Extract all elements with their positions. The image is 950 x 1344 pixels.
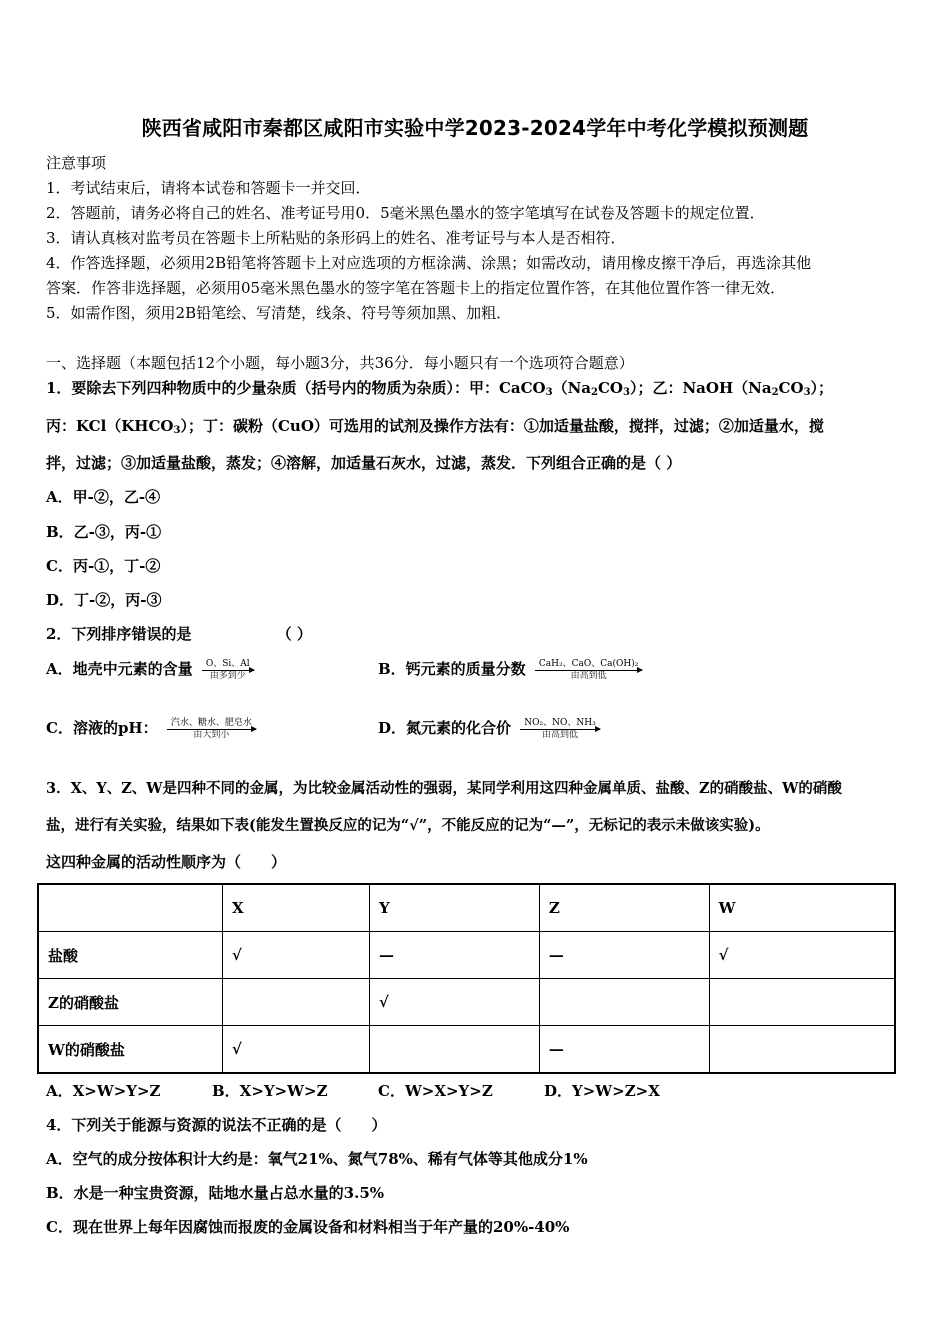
- arrow-right-icon: [167, 729, 256, 730]
- q2-c-bottom: 由大到小: [193, 729, 230, 740]
- q1-option-b: B．乙-③，丙-①: [46, 523, 162, 541]
- q1-l1-s2: 2: [591, 387, 598, 398]
- table-row-label: Z的硝酸盐: [38, 979, 223, 1026]
- q1-l1-s3: 3: [623, 387, 630, 398]
- q3-option-a: A．X>W>Y>Z: [46, 1082, 161, 1100]
- q1-l2-s1: 3: [173, 425, 181, 436]
- table-header-cell: X: [223, 884, 370, 932]
- q1-l1-a: 1．要除去下列四种物质中的少量杂质（括号内的物质为杂质）：甲：CaCO: [46, 379, 546, 397]
- table-cell: [539, 979, 709, 1026]
- table-cell: —: [370, 932, 540, 979]
- table-row-label: 盐酸: [38, 932, 223, 979]
- q2-a-bottom: 由多到少: [209, 670, 246, 681]
- q1-l1-c: CO: [597, 379, 623, 397]
- table-cell: [709, 1026, 895, 1074]
- table-row: [38, 979, 895, 1026]
- table-header-cell: W: [709, 884, 895, 932]
- q1-stem-line1: [46, 377, 833, 398]
- table-header-cell: Y: [370, 884, 540, 932]
- q1-stem-line3: 拌，过滤；③加适量盐酸，蒸发；④溶解，加适量石灰水，过滤，蒸发．下列组合正确的是（ ）: [46, 454, 682, 472]
- q2-c-arrow: [167, 718, 256, 741]
- table-header-cell: Z: [539, 884, 709, 932]
- table-cell: —: [539, 932, 709, 979]
- exam-title: 陕西省咸阳市秦都区咸阳市实验中学2023-2024学年中考化学模拟预测题: [141, 116, 809, 140]
- table-cell: √: [709, 932, 895, 979]
- q2-option-c: [46, 717, 256, 741]
- section-heading: 一、选择题（本题包括12个小题，每小题3分，共36分．每小题只有一个选项符合题意）: [46, 354, 634, 372]
- q3-stem-line3: 这四种金属的活动性顺序为（ ）: [46, 853, 287, 871]
- table-cell: [223, 979, 370, 1026]
- table-cell: [370, 1026, 540, 1074]
- table-header-cell: [38, 884, 223, 932]
- q3-option-d: D．Y>W>Z>X: [544, 1082, 660, 1100]
- q2-option-d: [378, 717, 600, 741]
- q1-l1-b: （Na: [552, 379, 592, 397]
- table-row-label: W的硝酸盐: [38, 1026, 223, 1074]
- q3-option-b: B．X>Y>W>Z: [212, 1082, 328, 1100]
- q2-stem: [46, 623, 312, 644]
- q2-option-b: [378, 658, 642, 682]
- q3-stem-line1: 3．X、Y、Z、W是四种不同的金属，为比较金属活动性的强弱，某同学利用这四种金属单质、盐酸、Z的硝酸盐、W的硝酸: [46, 780, 842, 797]
- q1-l1-s4: 2: [771, 387, 779, 398]
- q2-a-arrow: [202, 659, 254, 682]
- q2-d-arrow: [520, 718, 599, 741]
- q3-option-c: C．W>X>Y>Z: [378, 1082, 493, 1100]
- q2-a-top: O、Si、Al: [205, 658, 250, 669]
- q1-option-d: D．丁-②，丙-③: [46, 591, 162, 609]
- q2-answer-paren: （ ）: [276, 625, 312, 643]
- table-header-row: [38, 884, 895, 932]
- table-cell: √: [223, 932, 370, 979]
- notice-item-4: 4．作答选择题，必须用2B铅笔将答题卡上对应选项的方框涂满、涂黑；如需改动，请用橡皮擦干净后，再选涂其他: [46, 254, 812, 272]
- arrow-right-icon: [202, 670, 254, 671]
- notice-item-5: 5．如需作图，须用2B铅笔绘、写清楚，线条、符号等须加黑、加粗．: [46, 304, 512, 322]
- q2-c-label: C．溶液的pH：: [46, 719, 158, 737]
- q2-b-bottom: 由高到低: [570, 670, 607, 681]
- q1-l2-b: ）；丁：碳粉（CuO）可选用的试剂及操作方法有：①加适量盐酸，搅拌，过滤；②加适量水，搅: [180, 417, 824, 435]
- q1-option-c: C．丙-①，丁-②: [46, 557, 161, 575]
- q3-results-table: [37, 883, 896, 1074]
- q1-l1-s1: 3: [545, 387, 553, 398]
- q1-l1-f: ）；: [810, 379, 834, 397]
- table-row: [38, 1026, 895, 1074]
- notice-item-4-cont: 答案．作答非选择题，必须用05毫米黑色墨水的签字笔在答题卡上的指定位置作答，在其他位置作答一律无效．: [46, 279, 786, 297]
- q4-option-a: A．空气的成分按体积计大约是：氧气21%、氮气78%、稀有气体等其他成分1%: [46, 1150, 588, 1168]
- table-cell: —: [539, 1026, 709, 1074]
- arrow-right-icon: [520, 729, 599, 730]
- q2-d-label: D．氮元素的化合价: [378, 719, 512, 737]
- table-cell: [709, 979, 895, 1026]
- q1-l2-a: 丙：KCl（KHCO: [46, 417, 174, 435]
- table-cell: √: [223, 1026, 370, 1074]
- q3-stem-line2: 盐，进行有关实验，结果如下表(能发生置换反应的记为“√”，不能反应的记为“—”，无标记的表示未做该实验)。: [46, 817, 770, 834]
- q2-option-a: [46, 658, 254, 682]
- arrow-right-icon: [535, 670, 642, 671]
- q1-option-a: A．甲-②，乙-④: [46, 488, 161, 506]
- q1-l1-s5: 3: [803, 387, 811, 398]
- q1-l1-e: CO: [778, 379, 804, 397]
- q2-c-top: 汽水、糖水、肥皂水: [170, 717, 252, 728]
- notice-item-2: 2．答题前，请务必将自己的姓名、准考证号用0．5毫米黑色墨水的签字笔填写在试卷及答题卡的规定位置．: [46, 204, 765, 222]
- q4-option-c: C．现在世界上每年因腐蚀而报废的金属设备和材料相当于年产量的20%-40%: [46, 1218, 570, 1236]
- q2-stem-text: 2．下列排序错误的是: [46, 625, 192, 643]
- q1-l1-d: ）；乙：NaOH（Na: [629, 379, 772, 397]
- notice-item-3: 3．请认真核对监考员在答题卡上所粘贴的条形码上的姓名、准考证号与本人是否相符．: [46, 229, 626, 247]
- q2-a-label: A．地壳中元素的含量: [46, 660, 193, 678]
- table-cell: √: [370, 979, 540, 1026]
- notice-heading: 注意事项: [46, 154, 107, 172]
- q4-stem: 4．下列关于能源与资源的说法不正确的是（ ）: [46, 1116, 387, 1134]
- q2-b-top: CaH₂、CaO、Ca(OH)₂: [538, 658, 639, 669]
- q2-b-arrow: [535, 659, 642, 682]
- q4-option-b: B．水是一种宝贵资源，陆地水量占总水量的3.5%: [46, 1184, 385, 1202]
- q2-b-label: B．钙元素的质量分数: [378, 660, 526, 678]
- q2-d-top: NO₂、NO、NH₃: [524, 717, 596, 728]
- q2-d-bottom: 由高到低: [541, 729, 578, 740]
- table-row: [38, 932, 895, 979]
- notice-item-1: 1．考试结束后，请将本试卷和答题卡一并交回．: [46, 179, 371, 197]
- q1-stem-line2: [46, 415, 824, 436]
